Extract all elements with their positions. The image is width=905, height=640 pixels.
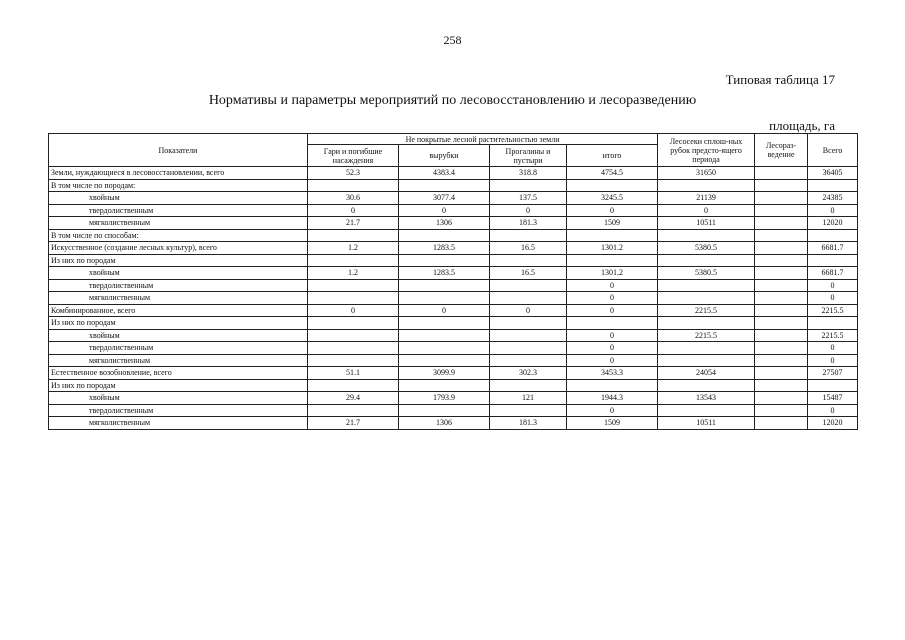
table-cell: [658, 292, 755, 305]
table-cell: [755, 342, 808, 355]
table-cell: [399, 254, 490, 267]
table-cell: [490, 279, 567, 292]
table-cell: 5380.5: [658, 267, 755, 280]
table-cell: 1301.2: [567, 267, 658, 280]
table-row: [49, 254, 858, 267]
table-cell: 2215.5: [658, 329, 755, 342]
table-cell: [308, 354, 399, 367]
table-cell: 0: [567, 354, 658, 367]
table-row: [49, 317, 858, 330]
table-row: [49, 167, 858, 180]
table-cell: [490, 354, 567, 367]
table-cell: [399, 317, 490, 330]
table-cell: [808, 229, 858, 242]
table-row: [49, 279, 858, 292]
table-row: [49, 367, 858, 380]
table-cell: 1306: [399, 217, 490, 230]
table-cell: 2215.5: [658, 304, 755, 317]
table-row: [49, 192, 858, 205]
table-cell: [308, 342, 399, 355]
table-cell: 36405: [808, 167, 858, 180]
table-cell: [490, 229, 567, 242]
table-cell: [755, 267, 808, 280]
table-cell: 0: [567, 404, 658, 417]
table-cell: [308, 292, 399, 305]
header-glades: Прогалины и пустыри: [490, 145, 567, 167]
table-cell: [658, 229, 755, 242]
table-cell: 6681.7: [808, 267, 858, 280]
table-row: [49, 329, 858, 342]
table-row: [49, 217, 858, 230]
table-cell: 27507: [808, 367, 858, 380]
table-cell: [308, 379, 399, 392]
table-cell: [399, 354, 490, 367]
table-row: [49, 267, 858, 280]
table-cell: 0: [490, 204, 567, 217]
table-body: [49, 167, 858, 430]
table-cell: 5380.5: [658, 242, 755, 255]
table-cell: 0: [808, 279, 858, 292]
table-cell: 1301.2: [567, 242, 658, 255]
table-cell: [567, 179, 658, 192]
table-cell: 0: [808, 354, 858, 367]
table-cell: 10511: [658, 217, 755, 230]
table-cell: 15487: [808, 392, 858, 405]
table-cell: [399, 229, 490, 242]
table-cell: 0: [567, 204, 658, 217]
table-cell: 0: [308, 304, 399, 317]
header-total: итого: [567, 145, 658, 167]
table-cell: 0: [567, 292, 658, 305]
table-cell: [755, 279, 808, 292]
table-cell: [755, 292, 808, 305]
table-caption: Типовая таблица 17: [725, 72, 835, 87]
table-cell: 2215.5: [808, 304, 858, 317]
table-cell: [658, 404, 755, 417]
table-cell: [755, 329, 808, 342]
table-row: [49, 404, 858, 417]
row-label: мягколиственным: [49, 292, 308, 305]
table-cell: [308, 254, 399, 267]
row-label: мягколиственным: [49, 354, 308, 367]
header-not-covered-group: Не покрытые лесной растительностью земли: [308, 134, 658, 145]
table-cell: [755, 204, 808, 217]
table-row: [49, 392, 858, 405]
table-cell: [490, 317, 567, 330]
table-cell: [567, 254, 658, 267]
table-cell: 1944.3: [567, 392, 658, 405]
data-table: [48, 133, 858, 430]
table-cell: 181.3: [490, 417, 567, 430]
table-cell: [490, 342, 567, 355]
table-cell: [755, 192, 808, 205]
table-cell: 137.5: [490, 192, 567, 205]
table-cell: 6681.7: [808, 242, 858, 255]
table-cell: [567, 229, 658, 242]
unit-label: площадь, га: [769, 118, 835, 133]
row-label: хвойным: [49, 192, 308, 205]
table-cell: [755, 179, 808, 192]
row-label: хвойным: [49, 267, 308, 280]
row-label: твердолиственным: [49, 342, 308, 355]
table-cell: [490, 379, 567, 392]
page-number: 258: [443, 33, 462, 47]
row-label: Искусственное (создание лесных культур), всего: [49, 242, 308, 255]
table-cell: [658, 179, 755, 192]
table-row: [49, 292, 858, 305]
table-cell: 24385: [808, 192, 858, 205]
table-row: [49, 342, 858, 355]
table-cell: 3245.5: [567, 192, 658, 205]
table-cell: 52.3: [308, 167, 399, 180]
table-cell: 0: [567, 342, 658, 355]
table-cell: [755, 379, 808, 392]
table-cell: [755, 304, 808, 317]
table-cell: [755, 392, 808, 405]
row-label: твердолиственным: [49, 204, 308, 217]
table-cell: 12020: [808, 217, 858, 230]
table-cell: 4383.4: [399, 167, 490, 180]
table-cell: 318.8: [490, 167, 567, 180]
table-cell: [755, 317, 808, 330]
table-cell: [308, 229, 399, 242]
table-cell: 0: [808, 204, 858, 217]
table-cell: 0: [808, 342, 858, 355]
table-cell: 1793.9: [399, 392, 490, 405]
row-label: твердолиственным: [49, 279, 308, 292]
table-cell: 16.5: [490, 267, 567, 280]
header-cuttings: вырубки: [399, 145, 490, 167]
row-label: Естественное возобновление, всего: [49, 367, 308, 380]
table-cell: 0: [567, 304, 658, 317]
document-title: Нормативы и параметры мероприятий по лесовосстановлению и лесоразведению: [208, 93, 697, 108]
table-cell: 4754.5: [567, 167, 658, 180]
table-cell: [658, 342, 755, 355]
table-cell: [808, 317, 858, 330]
table-row: [49, 354, 858, 367]
table-cell: 0: [490, 304, 567, 317]
table-cell: [658, 279, 755, 292]
row-label: мягколиственным: [49, 217, 308, 230]
table-cell: [755, 217, 808, 230]
table-cell: 1283.5: [399, 242, 490, 255]
table-cell: [658, 317, 755, 330]
table-cell: 1.2: [308, 242, 399, 255]
table-cell: [490, 254, 567, 267]
table-cell: [399, 179, 490, 192]
table-row: [49, 242, 858, 255]
table-row: [49, 304, 858, 317]
table-row: [49, 179, 858, 192]
row-label: Из них по породам: [49, 254, 308, 267]
table-cell: [658, 354, 755, 367]
table-cell: 0: [308, 204, 399, 217]
table-cell: [490, 179, 567, 192]
table-cell: 0: [808, 404, 858, 417]
table-cell: 302.3: [490, 367, 567, 380]
table-cell: 1.2: [308, 267, 399, 280]
table-cell: 24054: [658, 367, 755, 380]
header-clearcut: Лесосеки сплош-ных рубок предсто-ящего периода: [658, 134, 755, 167]
row-label: мягколиственным: [49, 417, 308, 430]
table-cell: 1306: [399, 417, 490, 430]
row-label: Из них по породам: [49, 379, 308, 392]
table-cell: 21.7: [308, 217, 399, 230]
table-cell: [490, 292, 567, 305]
table-cell: [490, 404, 567, 417]
table-cell: 1509: [567, 217, 658, 230]
table-cell: 1283.5: [399, 267, 490, 280]
table-cell: [808, 179, 858, 192]
table-cell: 0: [567, 279, 658, 292]
header-afforestation: Лесораз-ведение: [755, 134, 808, 167]
table-cell: 3099.9: [399, 367, 490, 380]
header-burns: Гари и погибшие насаждения: [308, 145, 399, 167]
table-row: [49, 204, 858, 217]
row-label: Из них по породам: [49, 317, 308, 330]
table-cell: [755, 167, 808, 180]
table-cell: [755, 404, 808, 417]
table-cell: 12020: [808, 417, 858, 430]
table-cell: [308, 329, 399, 342]
table-cell: [808, 254, 858, 267]
table-cell: [399, 379, 490, 392]
table-cell: 10511: [658, 417, 755, 430]
table-cell: 2215.5: [808, 329, 858, 342]
table-cell: [658, 254, 755, 267]
table-row: [49, 417, 858, 430]
table-cell: 51.1: [308, 367, 399, 380]
table-cell: [755, 254, 808, 267]
table-cell: 3453.3: [567, 367, 658, 380]
table-cell: 0: [808, 292, 858, 305]
row-label: хвойным: [49, 329, 308, 342]
table-cell: 121: [490, 392, 567, 405]
table-cell: [308, 279, 399, 292]
table-row: [49, 229, 858, 242]
row-label: В том числе по способам:: [49, 229, 308, 242]
table-cell: [755, 242, 808, 255]
table-cell: 181.3: [490, 217, 567, 230]
row-label: Земли, нуждающиеся в лесовосстановлении, всего: [49, 167, 308, 180]
row-label: твердолиственным: [49, 404, 308, 417]
table-cell: 1509: [567, 417, 658, 430]
table-cell: [755, 417, 808, 430]
table-cell: [399, 292, 490, 305]
table-cell: 3077.4: [399, 192, 490, 205]
row-label: Комбинированное, всего: [49, 304, 308, 317]
row-label: В том числе по породам:: [49, 179, 308, 192]
table-cell: [755, 367, 808, 380]
table-cell: 16.5: [490, 242, 567, 255]
table-cell: 31650: [658, 167, 755, 180]
table-cell: 0: [399, 204, 490, 217]
table-cell: [808, 379, 858, 392]
table-cell: [658, 379, 755, 392]
table-cell: [567, 379, 658, 392]
table-cell: 21.7: [308, 417, 399, 430]
header-all: Всего: [808, 134, 858, 167]
table-cell: [308, 317, 399, 330]
table-cell: 29.4: [308, 392, 399, 405]
table-cell: [399, 404, 490, 417]
table-cell: [308, 404, 399, 417]
table-cell: [399, 279, 490, 292]
row-label: хвойным: [49, 392, 308, 405]
table-cell: [399, 342, 490, 355]
table-cell: [755, 229, 808, 242]
table-cell: 13543: [658, 392, 755, 405]
table-cell: 21139: [658, 192, 755, 205]
header-indicators: Показатели: [49, 134, 308, 167]
table-cell: [308, 179, 399, 192]
table-cell: 0: [567, 329, 658, 342]
table-cell: 30.6: [308, 192, 399, 205]
table-cell: [490, 329, 567, 342]
table-cell: [399, 329, 490, 342]
table-cell: 0: [399, 304, 490, 317]
table-cell: [567, 317, 658, 330]
table-cell: 0: [658, 204, 755, 217]
table-row: [49, 379, 858, 392]
table-cell: [755, 354, 808, 367]
